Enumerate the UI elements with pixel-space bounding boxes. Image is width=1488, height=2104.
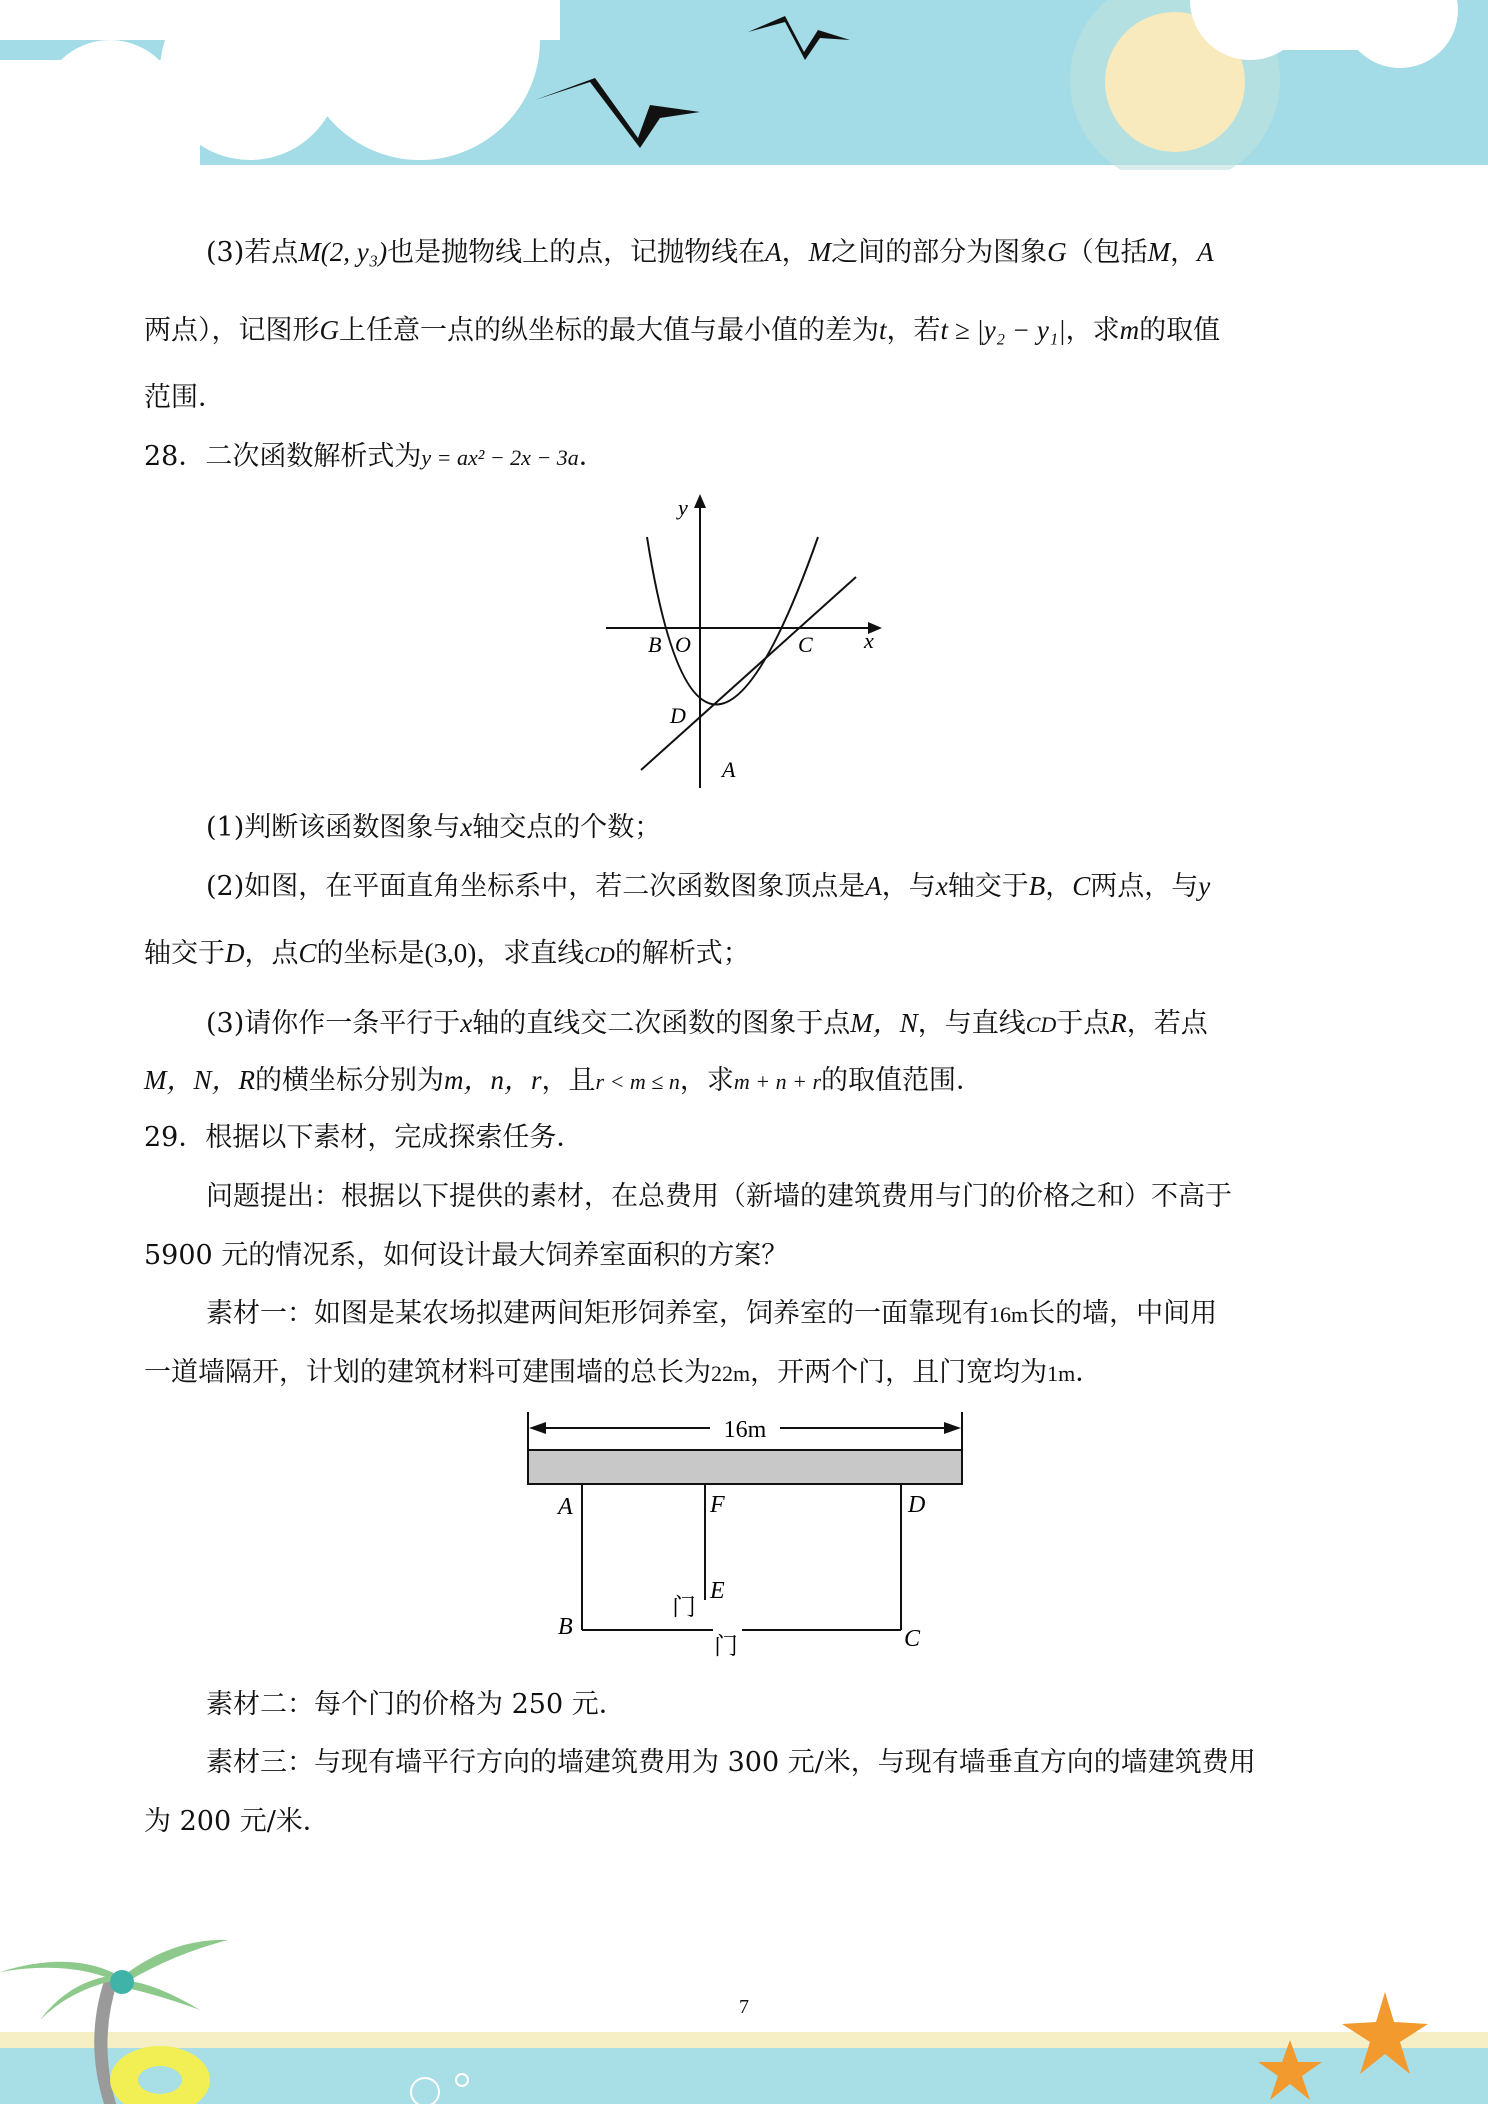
label-b: B	[648, 632, 662, 657]
label-door-1: 门	[672, 1595, 696, 1621]
q29-material2: 素材二：每个门的价格为 250 元．	[206, 1689, 626, 1720]
line-cd	[641, 577, 856, 770]
y-axis-arrow-icon	[694, 494, 706, 508]
label-c: C	[904, 1626, 921, 1652]
q27-part3-line1: (3)若点M(2, y₃)也是抛物线上的点，记抛物线在A，M之间的部分为图象G（包括M，A	[206, 237, 1214, 268]
label-b: B	[558, 1614, 573, 1640]
q28-part3-line1: (3)请你作一条平行于x轴的直线交二次函数的图象于点M，N，与直线CD于点R，若点	[206, 1008, 1208, 1039]
label-e: E	[710, 1578, 725, 1604]
existing-wall	[528, 1450, 962, 1484]
q28-parabola-graph	[600, 492, 890, 792]
q29-problem-line2: 5900 元的情况系，如何设计最大饲养室面积的方案？	[144, 1240, 789, 1271]
cloud-left-icon	[0, 0, 560, 170]
page-number: 7	[739, 1996, 749, 2018]
q29-farm-diagram	[520, 1410, 980, 1670]
label-door-2: 门	[714, 1634, 738, 1660]
q28-title: 28．二次函数解析式为y = ax² − 2x − 3a．	[144, 441, 606, 472]
label-x: x	[864, 628, 874, 653]
q29-material1-line2: 一道墙隔开，计划的建筑材料可建围墙的总长为22m，开两个门，且门宽均为1m．	[144, 1357, 1103, 1388]
label-d: D	[908, 1492, 926, 1518]
footer-banner	[0, 1920, 1488, 2104]
label-a: A	[558, 1494, 573, 1520]
q29-problem-line1: 问题提出：根据以下提供的素材，在总费用（新墙的建筑费用与门的价格之和）不高于	[206, 1181, 1232, 1212]
label-16m: 16m	[723, 1417, 767, 1443]
label-o: O	[675, 632, 691, 657]
label-y: y	[678, 495, 688, 520]
q27-part3-line3: 范围．	[144, 382, 225, 413]
arrow-right-icon	[944, 1422, 961, 1434]
q28-part3-line2: M，N，R的横坐标分别为m，n，r，且r < m ≤ n，求m + n + r的取值范围．	[144, 1065, 984, 1096]
label-d: D	[670, 703, 686, 728]
q28-part1: (1)判断该函数图象与x轴交点的个数；	[206, 812, 662, 843]
arrow-left-icon	[529, 1422, 546, 1434]
q27-part3-line2: 两点），记图形G上任意一点的纵坐标的最大值与最小值的差为t，若t ≥ |y₂ − y₁|，求m的取值	[144, 315, 1221, 346]
q28-part2-line1: (2)如图，在平面直角坐标系中，若二次函数图象顶点是A，与x轴交于B，C两点，与y	[206, 871, 1211, 902]
header-banner	[0, 0, 1488, 170]
q29-title: 29．根据以下素材，完成探索任务．	[144, 1122, 584, 1153]
label-f: F	[710, 1492, 725, 1518]
q29-material3-line2: 为 200 元/米．	[144, 1806, 330, 1837]
q29-material1-line1: 素材一：如图是某农场拟建两间矩形饲养室，饲养室的一面靠现有16m长的墙，中间用	[206, 1298, 1218, 1329]
label-a: A	[722, 757, 736, 782]
q28-part2-line2: 轴交于D，点C的坐标是(3,0)，求直线CD的解析式；	[144, 938, 750, 969]
parabola-curve	[647, 537, 818, 705]
q29-material3-line1: 素材三：与现有墙平行方向的墙建筑费用为 300 元/米，与现有墙垂直方向的墙建筑费用	[206, 1747, 1256, 1778]
label-c: C	[798, 632, 813, 657]
